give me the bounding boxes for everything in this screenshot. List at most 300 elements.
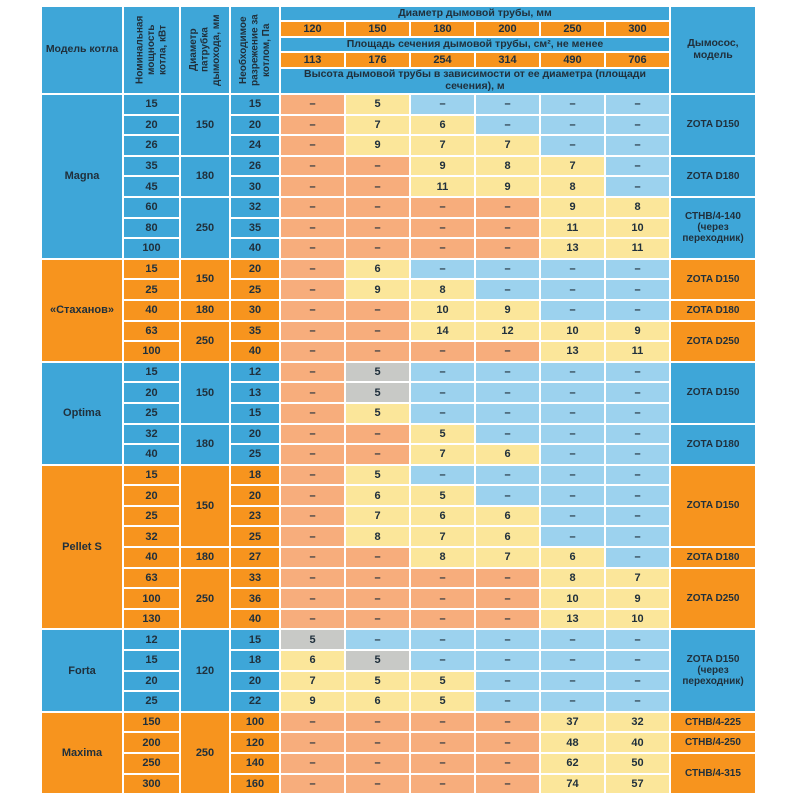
cell-chimney-height: 7 bbox=[606, 569, 669, 588]
cell-chimney-height: – bbox=[541, 363, 604, 382]
cell-chimney-height: – bbox=[606, 527, 669, 546]
chip-diameter: 200 bbox=[476, 22, 539, 36]
cell-chimney-height: – bbox=[346, 198, 409, 217]
cell-duct-diameter: 180 bbox=[181, 157, 229, 196]
cell-chimney-height: – bbox=[476, 486, 539, 505]
cell-chimney-height: – bbox=[346, 219, 409, 238]
cell-chimney-height: – bbox=[346, 342, 409, 361]
cell-vacuum: 35 bbox=[231, 322, 279, 341]
cell-chimney-height: – bbox=[541, 507, 604, 526]
cell-chimney-height: 10 bbox=[541, 322, 604, 341]
cell-power: 100 bbox=[124, 342, 179, 361]
cell-chimney-height: – bbox=[541, 527, 604, 546]
cell-chimney-height: 6 bbox=[346, 692, 409, 711]
cell-chimney-height: – bbox=[476, 775, 539, 794]
cell-chimney-height: 9 bbox=[281, 692, 344, 711]
cell-chimney-height: – bbox=[476, 219, 539, 238]
cell-chimney-height: – bbox=[411, 733, 474, 752]
header-height-title: Высота дымовой трубы в зависимости от ее диаметра (площади сечения), м bbox=[281, 69, 669, 93]
cell-chimney-height: – bbox=[541, 692, 604, 711]
cell-vacuum: 140 bbox=[231, 754, 279, 773]
cell-chimney-height: – bbox=[281, 589, 344, 608]
cell-chimney-height: – bbox=[541, 260, 604, 279]
cell-power: 100 bbox=[124, 589, 179, 608]
cell-chimney-height: 62 bbox=[541, 754, 604, 773]
cell-chimney-height: 11 bbox=[541, 219, 604, 238]
cell-chimney-height: 8 bbox=[346, 527, 409, 546]
cell-vacuum: 18 bbox=[231, 466, 279, 485]
header-vacuum-cell: Необходимое разрежение за котлом, Па bbox=[231, 7, 279, 93]
cell-chimney-height: – bbox=[606, 672, 669, 691]
cell-chimney-height: – bbox=[606, 425, 669, 444]
cell-chimney-height: – bbox=[606, 301, 669, 320]
cell-chimney-height: 13 bbox=[541, 610, 604, 629]
cell-chimney-height: 6 bbox=[346, 486, 409, 505]
cell-duct-diameter: 250 bbox=[181, 198, 229, 258]
cell-fan-model: ZOTA D180 bbox=[671, 548, 755, 567]
cell-chimney-height: – bbox=[541, 116, 604, 135]
cell-power: 15 bbox=[124, 260, 179, 279]
cell-model: Maxima bbox=[42, 713, 122, 793]
cell-power: 45 bbox=[124, 177, 179, 196]
cell-chimney-height: – bbox=[346, 754, 409, 773]
cell-vacuum: 25 bbox=[231, 280, 279, 299]
cell-chimney-height: 14 bbox=[411, 322, 474, 341]
cell-chimney-height: 48 bbox=[541, 733, 604, 752]
cell-power: 63 bbox=[124, 569, 179, 588]
cell-chimney-height: – bbox=[281, 239, 344, 258]
cell-vacuum: 20 bbox=[231, 672, 279, 691]
cell-power: 32 bbox=[124, 527, 179, 546]
cell-chimney-height: – bbox=[541, 445, 604, 464]
cell-duct-diameter: 250 bbox=[181, 569, 229, 629]
cell-vacuum: 22 bbox=[231, 692, 279, 711]
cell-chimney-height: – bbox=[541, 672, 604, 691]
cell-chimney-height: – bbox=[281, 527, 344, 546]
cell-fan-model: ZOTA D150 bbox=[671, 260, 755, 299]
cell-chimney-height: 5 bbox=[346, 95, 409, 114]
cell-vacuum: 100 bbox=[231, 713, 279, 732]
cell-chimney-height: – bbox=[606, 95, 669, 114]
cell-chimney-height: – bbox=[346, 301, 409, 320]
cell-chimney-height: 5 bbox=[411, 425, 474, 444]
cell-chimney-height: – bbox=[476, 713, 539, 732]
cell-power: 15 bbox=[124, 466, 179, 485]
cell-chimney-height: 6 bbox=[476, 527, 539, 546]
cell-chimney-height: – bbox=[281, 466, 344, 485]
cell-fan-model: ZOTA D150 bbox=[671, 363, 755, 423]
cell-chimney-height: – bbox=[541, 425, 604, 444]
cell-chimney-height: 74 bbox=[541, 775, 604, 794]
chip-diameter: 150 bbox=[346, 22, 409, 36]
cell-vacuum: 20 bbox=[231, 260, 279, 279]
cell-vacuum: 20 bbox=[231, 486, 279, 505]
cell-chimney-height: – bbox=[411, 754, 474, 773]
cell-duct-diameter: 150 bbox=[181, 95, 229, 155]
cell-vacuum: 18 bbox=[231, 651, 279, 670]
cell-chimney-height: – bbox=[346, 157, 409, 176]
cell-chimney-height: – bbox=[281, 95, 344, 114]
cell-fan-model: ZOTA D250 bbox=[671, 322, 755, 361]
cell-power: 25 bbox=[124, 404, 179, 423]
chip-area: 254 bbox=[411, 53, 474, 67]
cell-chimney-height: 7 bbox=[346, 116, 409, 135]
cell-chimney-height: – bbox=[346, 569, 409, 588]
cell-chimney-height: – bbox=[411, 630, 474, 649]
cell-chimney-height: – bbox=[281, 116, 344, 135]
cell-chimney-height: 8 bbox=[606, 198, 669, 217]
cell-vacuum: 15 bbox=[231, 404, 279, 423]
cell-chimney-height: – bbox=[606, 466, 669, 485]
cell-chimney-height: 5 bbox=[346, 651, 409, 670]
cell-fan-model: ZOTA D150 bbox=[671, 466, 755, 546]
cell-chimney-height: 5 bbox=[346, 363, 409, 382]
cell-power: 80 bbox=[124, 219, 179, 238]
cell-vacuum: 12 bbox=[231, 363, 279, 382]
cell-chimney-height: – bbox=[411, 610, 474, 629]
cell-chimney-height: – bbox=[476, 754, 539, 773]
cell-chimney-height: – bbox=[606, 383, 669, 402]
cell-power: 40 bbox=[124, 445, 179, 464]
cell-power: 40 bbox=[124, 301, 179, 320]
cell-chimney-height: – bbox=[606, 116, 669, 135]
cell-chimney-height: – bbox=[346, 322, 409, 341]
cell-chimney-height: 57 bbox=[606, 775, 669, 794]
cell-chimney-height: – bbox=[281, 157, 344, 176]
cell-chimney-height: 13 bbox=[541, 239, 604, 258]
cell-power: 20 bbox=[124, 383, 179, 402]
cell-chimney-height: 5 bbox=[411, 692, 474, 711]
cell-chimney-height: 9 bbox=[476, 301, 539, 320]
cell-power: 40 bbox=[124, 548, 179, 567]
cell-power: 26 bbox=[124, 136, 179, 155]
cell-chimney-height: – bbox=[281, 713, 344, 732]
cell-chimney-height: – bbox=[281, 301, 344, 320]
cell-vacuum: 40 bbox=[231, 342, 279, 361]
cell-chimney-height: – bbox=[541, 404, 604, 423]
cell-chimney-height: 7 bbox=[411, 136, 474, 155]
cell-chimney-height: – bbox=[606, 630, 669, 649]
cell-chimney-height: 10 bbox=[411, 301, 474, 320]
cell-duct-diameter: 150 bbox=[181, 466, 229, 546]
cell-chimney-height: 8 bbox=[541, 177, 604, 196]
cell-chimney-height: 5 bbox=[346, 383, 409, 402]
header-duct-diameter-cell: Диаметр патрубка дымохода, мм bbox=[181, 7, 229, 93]
cell-chimney-height: – bbox=[346, 239, 409, 258]
cell-chimney-height: – bbox=[411, 404, 474, 423]
cell-chimney-height: – bbox=[541, 95, 604, 114]
cell-power: 200 bbox=[124, 733, 179, 752]
cell-power: 15 bbox=[124, 363, 179, 382]
cell-vacuum: 25 bbox=[231, 445, 279, 464]
cell-chimney-height: – bbox=[541, 383, 604, 402]
cell-chimney-height: – bbox=[281, 445, 344, 464]
cell-chimney-height: – bbox=[606, 486, 669, 505]
cell-chimney-height: – bbox=[281, 136, 344, 155]
cell-chimney-height: – bbox=[476, 466, 539, 485]
cell-power: 12 bbox=[124, 630, 179, 649]
cell-chimney-height: 9 bbox=[346, 280, 409, 299]
cell-chimney-height: – bbox=[476, 280, 539, 299]
cell-chimney-height: – bbox=[281, 219, 344, 238]
cell-chimney-height: 8 bbox=[411, 548, 474, 567]
cell-power: 20 bbox=[124, 672, 179, 691]
cell-duct-diameter: 120 bbox=[181, 630, 229, 710]
cell-duct-diameter: 180 bbox=[181, 548, 229, 567]
cell-chimney-height: 7 bbox=[281, 672, 344, 691]
chip-diameter: 120 bbox=[281, 22, 344, 36]
cell-chimney-height: – bbox=[411, 466, 474, 485]
cell-chimney-height: – bbox=[606, 280, 669, 299]
cell-chimney-height: – bbox=[346, 177, 409, 196]
cell-chimney-height: – bbox=[476, 363, 539, 382]
cell-model: Magna bbox=[42, 95, 122, 258]
cell-fan-model: СТНВ/4-140 (через переходник) bbox=[671, 198, 755, 258]
cell-chimney-height: – bbox=[476, 651, 539, 670]
cell-chimney-height: – bbox=[281, 383, 344, 402]
cell-power: 150 bbox=[124, 713, 179, 732]
cell-chimney-height: 7 bbox=[411, 445, 474, 464]
cell-chimney-height: 6 bbox=[411, 116, 474, 135]
cell-chimney-height: – bbox=[346, 775, 409, 794]
chip-area: 706 bbox=[606, 53, 669, 67]
cell-power: 15 bbox=[124, 95, 179, 114]
cell-power: 20 bbox=[124, 486, 179, 505]
cell-chimney-height: 5 bbox=[346, 466, 409, 485]
cell-chimney-height: 11 bbox=[606, 342, 669, 361]
cell-chimney-height: – bbox=[346, 713, 409, 732]
cell-vacuum: 33 bbox=[231, 569, 279, 588]
cell-vacuum: 32 bbox=[231, 198, 279, 217]
cell-chimney-height: – bbox=[411, 713, 474, 732]
cell-chimney-height: – bbox=[281, 733, 344, 752]
cell-vacuum: 160 bbox=[231, 775, 279, 794]
cell-fan-model: ZOTA D250 bbox=[671, 569, 755, 629]
cell-power: 250 bbox=[124, 754, 179, 773]
cell-duct-diameter: 150 bbox=[181, 363, 229, 423]
cell-vacuum: 30 bbox=[231, 301, 279, 320]
chip-diameter: 250 bbox=[541, 22, 604, 36]
cell-chimney-height: 5 bbox=[411, 672, 474, 691]
cell-chimney-height: – bbox=[606, 692, 669, 711]
chip-area: 314 bbox=[476, 53, 539, 67]
cell-fan-model: ZOTA D180 bbox=[671, 157, 755, 196]
cell-fan-model: ZOTA D180 bbox=[671, 425, 755, 464]
cell-chimney-height: – bbox=[411, 775, 474, 794]
cell-model: «Стаханов» bbox=[42, 260, 122, 361]
cell-power: 100 bbox=[124, 239, 179, 258]
cell-chimney-height: 50 bbox=[606, 754, 669, 773]
cell-chimney-height: – bbox=[411, 589, 474, 608]
cell-chimney-height: 40 bbox=[606, 733, 669, 752]
cell-vacuum: 40 bbox=[231, 239, 279, 258]
cell-chimney-height: – bbox=[606, 445, 669, 464]
header-chimney-diameter-title: Диаметр дымовой трубы, мм bbox=[281, 7, 669, 20]
cell-power: 25 bbox=[124, 692, 179, 711]
header-fan-cell: Дымосос, модель bbox=[671, 7, 755, 93]
cell-chimney-height: 9 bbox=[346, 136, 409, 155]
cell-chimney-height: 7 bbox=[476, 548, 539, 567]
cell-chimney-height: – bbox=[606, 177, 669, 196]
cell-chimney-height: – bbox=[281, 198, 344, 217]
chip-area: 490 bbox=[541, 53, 604, 67]
cell-chimney-height: – bbox=[606, 507, 669, 526]
cell-vacuum: 30 bbox=[231, 177, 279, 196]
cell-chimney-height: – bbox=[606, 157, 669, 176]
cell-vacuum: 36 bbox=[231, 589, 279, 608]
cell-chimney-height: 10 bbox=[606, 219, 669, 238]
cell-chimney-height: – bbox=[346, 445, 409, 464]
cell-duct-diameter: 150 bbox=[181, 260, 229, 299]
cell-vacuum: 26 bbox=[231, 157, 279, 176]
cell-model: Optima bbox=[42, 363, 122, 464]
cell-chimney-height: 5 bbox=[411, 486, 474, 505]
cell-chimney-height: – bbox=[606, 404, 669, 423]
cell-chimney-height: – bbox=[541, 301, 604, 320]
cell-duct-diameter: 180 bbox=[181, 425, 229, 464]
cell-chimney-height: – bbox=[476, 425, 539, 444]
cell-vacuum: 13 bbox=[231, 383, 279, 402]
cell-model: Forta bbox=[42, 630, 122, 710]
cell-chimney-height: – bbox=[411, 383, 474, 402]
cell-chimney-height: – bbox=[281, 754, 344, 773]
cell-power: 20 bbox=[124, 116, 179, 135]
cell-chimney-height: 11 bbox=[411, 177, 474, 196]
cell-chimney-height: 6 bbox=[476, 507, 539, 526]
cell-chimney-height: 12 bbox=[476, 322, 539, 341]
cell-chimney-height: – bbox=[606, 548, 669, 567]
cell-vacuum: 25 bbox=[231, 527, 279, 546]
cell-chimney-height: – bbox=[476, 342, 539, 361]
cell-fan-model: СТНВ/4-225 bbox=[671, 713, 755, 732]
chip-diameter: 180 bbox=[411, 22, 474, 36]
cell-chimney-height: 5 bbox=[281, 630, 344, 649]
cell-chimney-height: – bbox=[541, 486, 604, 505]
chip-diameter: 300 bbox=[606, 22, 669, 36]
cell-duct-diameter: 180 bbox=[181, 301, 229, 320]
chimney-spec-table bbox=[42, 7, 755, 793]
cell-duct-diameter: 250 bbox=[181, 322, 229, 361]
cell-chimney-height: – bbox=[281, 260, 344, 279]
cell-power: 63 bbox=[124, 322, 179, 341]
cell-chimney-height: – bbox=[281, 548, 344, 567]
cell-fan-model: ZOTA D150 (через переходник) bbox=[671, 630, 755, 710]
cell-chimney-height: 8 bbox=[411, 280, 474, 299]
cell-chimney-height: 13 bbox=[541, 342, 604, 361]
cell-chimney-height: – bbox=[411, 260, 474, 279]
cell-chimney-height: – bbox=[411, 363, 474, 382]
cell-chimney-height: 7 bbox=[476, 136, 539, 155]
cell-chimney-height: 8 bbox=[476, 157, 539, 176]
cell-chimney-height: – bbox=[476, 404, 539, 423]
cell-chimney-height: 9 bbox=[476, 177, 539, 196]
cell-chimney-height: 9 bbox=[606, 589, 669, 608]
cell-chimney-height: – bbox=[411, 569, 474, 588]
cell-chimney-height: 7 bbox=[541, 157, 604, 176]
chip-area: 113 bbox=[281, 53, 344, 67]
cell-chimney-height: – bbox=[541, 280, 604, 299]
cell-vacuum: 23 bbox=[231, 507, 279, 526]
cell-power: 32 bbox=[124, 425, 179, 444]
cell-chimney-height: 6 bbox=[281, 651, 344, 670]
cell-chimney-height: 10 bbox=[606, 610, 669, 629]
cell-chimney-height: 7 bbox=[346, 507, 409, 526]
cell-chimney-height: – bbox=[281, 363, 344, 382]
cell-chimney-height: – bbox=[281, 569, 344, 588]
cell-chimney-height: – bbox=[541, 651, 604, 670]
cell-chimney-height: 9 bbox=[606, 322, 669, 341]
cell-chimney-height: – bbox=[281, 425, 344, 444]
cell-chimney-height: – bbox=[541, 136, 604, 155]
cell-chimney-height: – bbox=[476, 95, 539, 114]
cell-chimney-height: – bbox=[476, 672, 539, 691]
cell-chimney-height: – bbox=[281, 486, 344, 505]
cell-chimney-height: – bbox=[281, 177, 344, 196]
header-model-cell: Модель котла bbox=[42, 7, 122, 93]
cell-chimney-height: – bbox=[476, 733, 539, 752]
cell-chimney-height: – bbox=[476, 198, 539, 217]
cell-power: 25 bbox=[124, 280, 179, 299]
cell-chimney-height: 6 bbox=[541, 548, 604, 567]
cell-vacuum: 20 bbox=[231, 425, 279, 444]
header-area-title: Площадь сечения дымовой трубы, см², не менее bbox=[281, 38, 669, 51]
cell-chimney-height: 5 bbox=[346, 672, 409, 691]
cell-chimney-height: – bbox=[476, 116, 539, 135]
cell-model: Pellet S bbox=[42, 466, 122, 629]
cell-power: 60 bbox=[124, 198, 179, 217]
cell-fan-model: СТНВ/4-315 bbox=[671, 754, 755, 793]
header-power-cell: Номинальная мощность котла, кВт bbox=[124, 7, 179, 93]
cell-vacuum: 24 bbox=[231, 136, 279, 155]
cell-chimney-height: – bbox=[476, 383, 539, 402]
cell-chimney-height: – bbox=[346, 589, 409, 608]
cell-chimney-height: – bbox=[411, 239, 474, 258]
cell-chimney-height: – bbox=[606, 136, 669, 155]
cell-chimney-height: – bbox=[346, 548, 409, 567]
cell-chimney-height: – bbox=[411, 198, 474, 217]
cell-vacuum: 40 bbox=[231, 610, 279, 629]
cell-chimney-height: 5 bbox=[346, 404, 409, 423]
cell-fan-model: ZOTA D150 bbox=[671, 95, 755, 155]
cell-chimney-height: 11 bbox=[606, 239, 669, 258]
cell-chimney-height: – bbox=[346, 630, 409, 649]
cell-fan-model: СТНВ/4-250 bbox=[671, 733, 755, 752]
cell-vacuum: 27 bbox=[231, 548, 279, 567]
cell-power: 35 bbox=[124, 157, 179, 176]
cell-chimney-height: – bbox=[281, 507, 344, 526]
cell-chimney-height: – bbox=[411, 95, 474, 114]
cell-chimney-height: 37 bbox=[541, 713, 604, 732]
cell-chimney-height: – bbox=[281, 322, 344, 341]
cell-chimney-height: 9 bbox=[541, 198, 604, 217]
cell-chimney-height: 6 bbox=[476, 445, 539, 464]
cell-vacuum: 20 bbox=[231, 116, 279, 135]
cell-power: 15 bbox=[124, 651, 179, 670]
cell-chimney-height: 32 bbox=[606, 713, 669, 732]
cell-chimney-height: – bbox=[411, 651, 474, 670]
cell-chimney-height: 10 bbox=[541, 589, 604, 608]
cell-chimney-height: – bbox=[476, 239, 539, 258]
cell-power: 130 bbox=[124, 610, 179, 629]
cell-chimney-height: – bbox=[606, 260, 669, 279]
cell-chimney-height: – bbox=[476, 569, 539, 588]
cell-chimney-height: – bbox=[476, 692, 539, 711]
cell-chimney-height: – bbox=[541, 630, 604, 649]
cell-chimney-height: – bbox=[346, 733, 409, 752]
cell-chimney-height: 6 bbox=[411, 507, 474, 526]
cell-vacuum: 120 bbox=[231, 733, 279, 752]
cell-chimney-height: – bbox=[281, 280, 344, 299]
